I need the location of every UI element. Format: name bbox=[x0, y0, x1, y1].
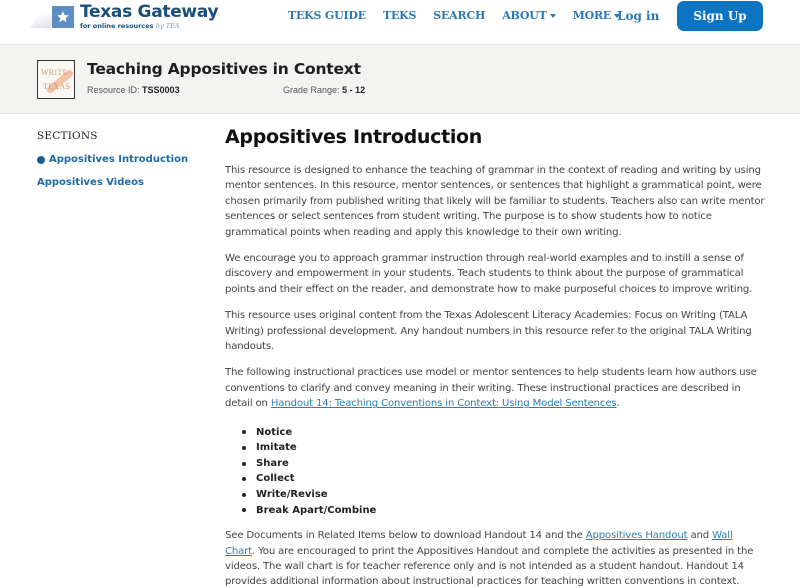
texas-gateway-logo[interactable] bbox=[36, 2, 218, 32]
main-menu bbox=[288, 9, 637, 22]
practice-label: Notice bbox=[256, 426, 293, 438]
resource-title: Teaching Appositives in Context bbox=[87, 60, 361, 78]
intro-paragraph-1: This resource is designed to enhance the teaching of grammar in the context of reading and writing by using mentor sentences. In this resource, mentor sentences, or sentences that highlight a grammatical point, were chosen primarily from published writing that likely will be familiar to students. Teachers also can write mentor sentences or select sentences from student writing. The purpose is to show students how to notice grammatical points when reading and apply this knowledge to their own writing. bbox=[225, 165, 765, 238]
resource-thumbnail bbox=[37, 60, 75, 99]
bullet-icon bbox=[242, 462, 246, 466]
nav-about-dropdown[interactable] bbox=[502, 9, 555, 22]
documents-paragraph bbox=[225, 528, 765, 588]
active-indicator-dot-icon bbox=[37, 156, 45, 164]
caret-down-icon bbox=[550, 14, 556, 18]
documents-text-1: See Documents in Related Items below to download Handout 14 and the bbox=[225, 530, 586, 542]
thumbnail-text-write: WRITE bbox=[41, 68, 68, 77]
nav-teks[interactable] bbox=[383, 9, 416, 22]
sections-heading: SECTIONS bbox=[37, 130, 98, 142]
bullet-icon bbox=[242, 493, 246, 497]
logo-subtitle-by: by TEA bbox=[155, 22, 180, 31]
sidebar-item-appositives-videos[interactable] bbox=[37, 177, 212, 188]
resource-id-value: TSS0003 bbox=[142, 85, 180, 95]
practices-paragraph bbox=[225, 365, 765, 411]
practices-list bbox=[242, 425, 765, 519]
nav-search[interactable] bbox=[433, 9, 485, 22]
intro-paragraph-2: We encourage you to approach grammar instruction through real-world examples and to instill a sense of discovery and empowerment in your students. Teach students to think about the purpose of grammatical points and their effect on the reader, and demonstrate how to make purposeful choices to improve writing. bbox=[225, 253, 753, 295]
nav-teks-label: TEKS bbox=[382, 9, 417, 22]
list-item bbox=[242, 487, 765, 503]
resource-id bbox=[87, 85, 180, 95]
logo-title: Texas Gateway bbox=[80, 2, 219, 23]
resource-id-label: Resource ID: bbox=[87, 85, 140, 95]
logo-subtitle-text: for online resources bbox=[80, 22, 154, 31]
nav-more-label: MORE bbox=[572, 9, 612, 22]
bullet-icon bbox=[242, 446, 246, 450]
sections-sidebar bbox=[37, 130, 212, 188]
documents-text-2: and bbox=[687, 530, 713, 542]
nav-about-label: ABOUT bbox=[502, 9, 547, 22]
grade-range-label: Grade Range: bbox=[283, 85, 340, 95]
login-link[interactable]: Log in bbox=[617, 9, 660, 23]
intro-paragraph-3: This resource uses original content from the Texas Adolescent Literacy Academies: Focus on Writing (TALA Writing) professional development. Any handout numbers in this resource refer to the original TALA Writing handouts. bbox=[225, 310, 752, 353]
top-navigation bbox=[0, 0, 800, 44]
grade-range-value: 5 - 12 bbox=[342, 85, 366, 95]
grade-range bbox=[283, 85, 365, 95]
main-content bbox=[225, 126, 765, 588]
nav-more-dropdown[interactable] bbox=[573, 9, 620, 22]
practice-label: Imitate bbox=[256, 442, 297, 454]
sidebar-item-appositives-introduction[interactable] bbox=[37, 154, 212, 165]
bullet-icon bbox=[242, 477, 246, 481]
star-icon bbox=[52, 6, 74, 28]
practice-label: Collect bbox=[256, 473, 295, 485]
section-title: Appositives Introduction bbox=[225, 126, 483, 148]
list-item bbox=[242, 503, 765, 519]
practice-label: Write/Revise bbox=[256, 489, 328, 501]
bullet-icon bbox=[242, 430, 246, 434]
logo-subtitle bbox=[80, 23, 218, 30]
nav-teks-guide[interactable] bbox=[288, 9, 366, 22]
nav-teks-guide-label: TEKS GUIDE bbox=[288, 9, 366, 22]
list-item bbox=[242, 456, 765, 472]
handout-14-link[interactable]: Handout 14: Teaching Conventions in Context: Using Model Sentences bbox=[270, 398, 617, 410]
practice-label: Break Apart/Combine bbox=[256, 504, 377, 516]
nav-search-label: SEARCH bbox=[433, 9, 486, 22]
list-item bbox=[242, 440, 765, 456]
documents-text-3: . You are encouraged to print the Appositives Handout and complete the activities as presented in the videos. The wall chart is for teacher reference only and is not intended as a student handout. Handout 14 provides additional information about instructional practices for teaching written conventions in context. bbox=[225, 545, 754, 588]
resource-header bbox=[0, 44, 800, 114]
bullet-icon bbox=[242, 508, 246, 512]
thumbnail-text-texas: TEXAS bbox=[43, 82, 71, 91]
practice-label: Share bbox=[256, 457, 289, 469]
sign-up-button[interactable]: Sign Up bbox=[677, 1, 763, 31]
sidebar-item-label: Appositives Videos bbox=[37, 177, 145, 188]
list-item bbox=[242, 425, 765, 441]
wall-chart-link[interactable]: Wall Chart bbox=[225, 530, 733, 557]
sidebar-item-label: Appositives Introduction bbox=[49, 154, 189, 165]
list-item bbox=[242, 471, 765, 487]
appositives-handout-link[interactable]: Appositives Handout bbox=[585, 530, 688, 542]
practices-intro-text: The following instructional practices use model or mentor sentences to help students learn how authors use conventions to clarify and convey meaning in their writing. These instructional practices are described in detail on bbox=[225, 367, 757, 410]
practices-end-text: . bbox=[616, 398, 620, 410]
